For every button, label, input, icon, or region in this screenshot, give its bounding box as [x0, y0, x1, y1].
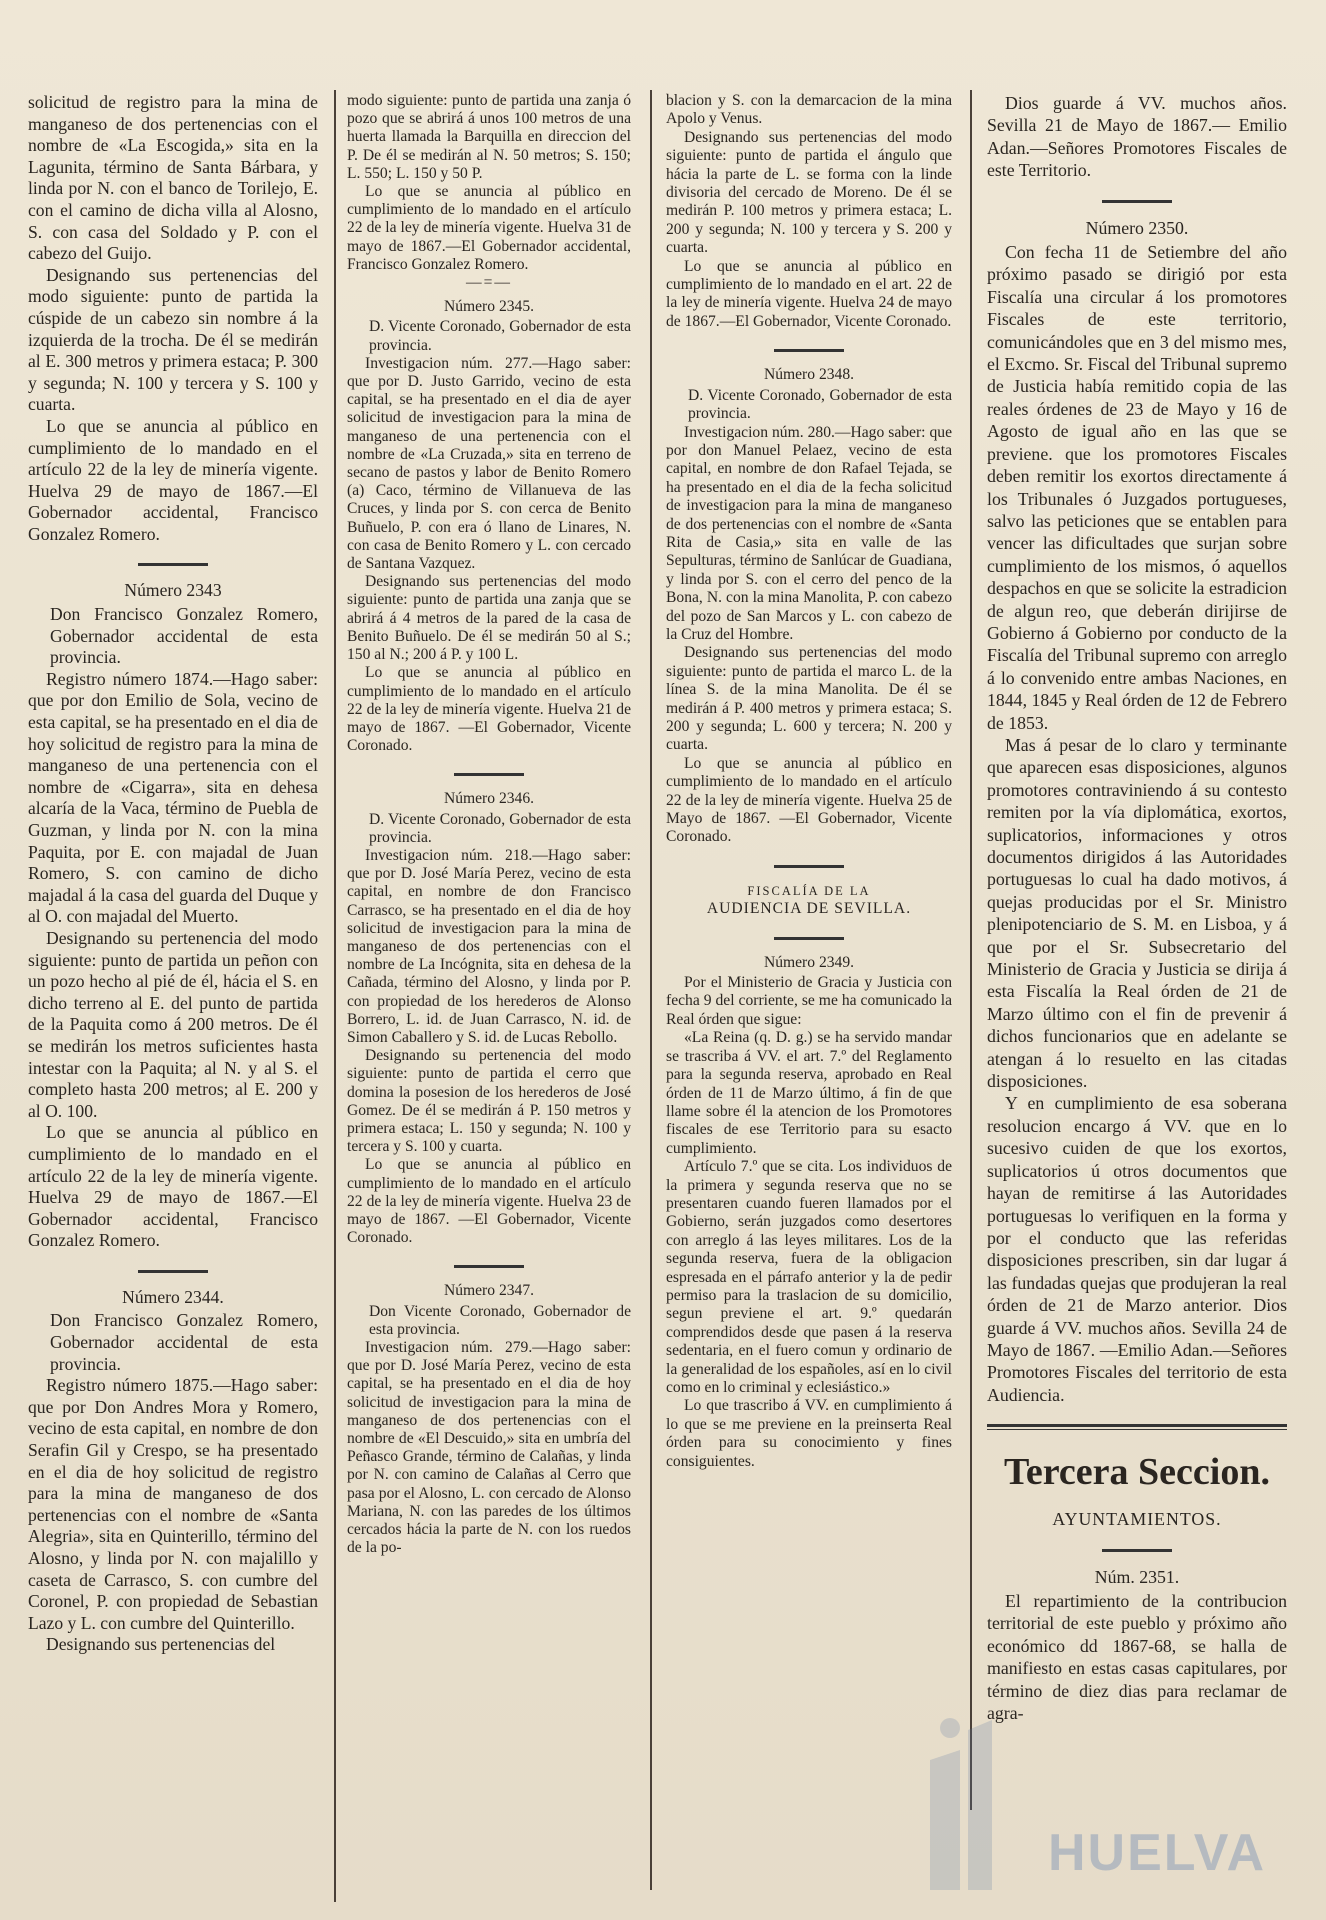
- column-4: [987, 92, 1287, 1892]
- notice-number: Número 2343: [124, 580, 222, 601]
- paragraph: modo siguiente: punto de partida una zanja ó pozo que se abrirá á unos 100 metros de una huerta llamada la Barquilla en direccion del P. De él se medirán al N. 50 metros; S. 150; L. 550; L. 150 y 50 P.: [347, 92, 631, 182]
- paragraph: Lo que se anuncia al público en cumplimiento de lo mandado en el artículo 22 de la ley de minería vigente. Huelva 23 de mayo de 1867. —El Gobernador, Vicente Coronado.: [347, 1156, 631, 1247]
- separator-rule: [138, 1270, 208, 1273]
- notice-number: Número 2346.: [443, 790, 535, 808]
- paragraph: Designando sus pertenencias del modo siguiente: punto de partida el marco L. de la línea S. de la mina Manolita. De él se medirán á P. 400 metros y primera estaca; S. 200 y segunda; L. 600 y tercera; N. 200 y cuarta.: [666, 644, 952, 754]
- section-title: Tercera Seccion.: [1004, 1451, 1270, 1494]
- paragraph: Designando sus pertenencias del: [46, 1634, 276, 1655]
- separator-rule: [454, 1265, 524, 1268]
- paragraph: Lo que se anuncia al público en cumplimiento de lo mandado en el art. 22 de la ley de minería vigente. Huelva 24 de mayo de 1867.—El Gobernador, Vicente Coronado.: [666, 257, 952, 330]
- paragraph: Lo que se anuncia al público en cumplimiento de lo mandado en el artículo 22 de la ley de minería vigente. Huelva 25 de Mayo de 1867. —El Gobernador, Vicente Coronado.: [666, 754, 952, 846]
- double-rule: [987, 1424, 1287, 1430]
- paragraph: Investigacion núm. 277.—Hago saber: que por D. Justo Garrido, vecino de esta capital, se ha presentado en el dia de ayer solicitud de investigacion para la mina de manganeso de una pertenencia con el nombre de «La Cruzada,» sita en terreno de secano de pastos y labor de Benito Romero (a) Caco, término de Villanueva de las Cruces, y linda por S. con cerca de Benito Buñuelo, P. con era ó llano de Linares, N. con casa de Benito Romero y L. con cercado de Santana Vazquez.: [347, 354, 631, 573]
- column-divider: [970, 90, 972, 1810]
- column-2: [347, 92, 631, 1892]
- separator-rule: [454, 773, 524, 776]
- watermark-text: HUELVA: [1048, 1824, 1267, 1882]
- official-heading: Don Vicente Coronado, Gobernador de esta provincia.: [369, 1302, 631, 1338]
- column-divider: [650, 90, 652, 1890]
- official-heading: D. Vicente Coronado, Gobernador de esta provincia.: [688, 386, 952, 423]
- paragraph: Dios guarde á VV. muchos años. Sevilla 21 de Mayo de 1867.— Emilio Adan.—Señores Promotores Fiscales de este Territorio.: [987, 93, 1287, 181]
- notice-number: Número 2348.: [763, 366, 855, 384]
- separator-dash: —=—: [466, 274, 512, 292]
- separator-rule: [1102, 1549, 1172, 1552]
- separator-rule: [774, 937, 844, 940]
- paragraph: Y en cumplimiento de esa soberana resolucion encargo á VV. que en lo sucesivo cuiden de que los exortos, suplicatorios ú otros documentos que hayan de remitirse á las Autoridades portuguesas lo verifiquen en la forma y por el conducto que las referidas disposiciones prescriben, sin dar lugar á las fundadas quejas que produjeran la real órden de 21 de Marzo anterior. Dios guarde á VV. muchos años. Sevilla 24 de Mayo de 1867. —Emilio Adan.—Señores Promotores Fiscales del territorio de esta Audiencia.: [987, 1093, 1287, 1405]
- separator-rule: [1102, 200, 1172, 203]
- notice-number: Número 2349.: [763, 953, 855, 971]
- paragraph: Designando sus pertenencias del modo siguiente: punto de partida una zanja que se abrirá á 4 metros de la pared de la casa de Benito Buñuelo. De él se medirán 50 al S.; 150 al N.; 200 á P. y 100 L.: [347, 573, 631, 664]
- separator-rule: [138, 563, 208, 566]
- notice-number: Núm. 2351.: [1094, 1566, 1180, 1587]
- paragraph: Lo que se anuncia al público en cumplimiento de lo mandado en el artículo 22 de la ley de minería vigente. Huelva 21 de mayo de 1867. —El Gobernador, Vicente Coronado.: [347, 664, 631, 755]
- column-3: [666, 92, 952, 1892]
- paragraph: solicitud de registro para la mina de manganeso de dos pertenencias con el nombre de «La Escogida,» sita en la Lagunita, término de Santa Bárbara, y linda por N. con el banco de Torilejo, E. con el camino de dicha villa al Alosno, S. con casa del Soldado y P. con el cabezo del Guijo.: [28, 92, 318, 264]
- paragraph: Lo que trascribo á VV. en cumplimiento á lo que se me previene en la preinserta Real órden para su conocimiento y fines consiguientes.: [666, 1397, 952, 1470]
- paragraph: Con fecha 11 de Setiembre del año próximo pasado se dirigió por esta Fiscalía una circular á los promotores Fiscales de este territorio, comunicándoles que en 3 del mismo mes, el Excmo. Sr. Fiscal del Tribunal supremo de Justicia había remitido copia de las reales órdenes de 23 de Mayo y 16 de Agosto de igual año en las que se previene. que los promotores Fiscales deben remitir los exortos directamente á los Tribunales ó Juzgados portugueses, salvo las peticiones que se entablen para vencer las dificultades que surjan sobre cumplimiento de los mismos, ó aquellos despachos en que se solicite la estradicion de algun reo, que deberán dirijirse de Gobierno á Gobierno por conducto de la Fiscalía del Tribunal supremo con arreglo á lo convenido entre ambas Naciones, en 1844, 1845 y Real órden de 12 de Febrero de 1853.: [987, 242, 1287, 733]
- paragraph: Artículo 7.º que se cita. Los individuos de la primera y segunda reserva que no se presentaren cuando fueren llamados por el Gobierno, serán juzgados como desertores con arreglo á las leyes militares. Los de la segunda reserva, fuera de la obligacion espresada en el párrafo anterior y la de pedir permiso para la traslacion de su domicilio, segun previene el art. 9.º quedarán comprendidos desde que pasen á la reserva sedentaria, en el fuero comun y ordinario de la generalidad de los españoles, así en lo civil como en lo criminal y eclesiástico.»: [666, 1158, 952, 1396]
- paragraph: Registro número 1875.—Hago saber: que por Don Andres Mora y Romero, vecino de esta capital, en nombre de don Serafin Gil y Crespo, se ha presentado en el dia de hoy solicitud de registro para la mina de manganeso de dos pertenencias con el nombre de «Santa Alegria», sita en Quinterillo, término del Alosno, y linda por N. con majalillo y caseta de Carrasco, S. con cumbre del Coronel, P. con propiedad de Sebastian Lazo y L. con cumbre del Quinterillo.: [28, 1375, 318, 1633]
- paragraph: Mas á pesar de lo claro y terminante que aparecen esas disposiciones, algunos promotores contraviniendo á su contesto remiten por la vía diplomática, exortos, suplicatorios, informaciones y otros documentos dirigidos á las Autoridades portuguesas lo cual ha dado motivos, á quejas producidas por el Sr. Ministro plenipotenciario de S. M. en Lisboa, y á que por el Sr. Subsecretario del Ministerio de Gracia y Justicia se dirija á esta Fiscalía la Real órden de 21 de Marzo último con el fin de prevenir á dichos funcionarios que en adelante se atengan á lo resuelto en las citadas disposiciones.: [987, 734, 1287, 1092]
- section-heading: AYUNTAMIENTOS.: [1052, 1509, 1222, 1530]
- separator-rule: [774, 349, 844, 352]
- paragraph: Por el Ministerio de Gracia y Justicia con fecha 9 del corriente, se me ha comunicado la Real órden que sigue:: [666, 974, 952, 1028]
- notice-number: Número 2345.: [443, 298, 535, 316]
- paragraph: Investigacion núm. 218.—Hago saber: que por D. José María Perez, vecino de esta capital, en nombre de don Francisco Carrasco, se ha presentado en el dia de hoy solicitud de investigacion para la mina de manganeso de dos pertenencias con el nombre de La Incógnita, sita en dehesa de la Cañada, término del Alosno, y linda por P. con propiedad de los herederos de Alonso Borrero, L. id. de Juan Carrasco, N. id. de Simon Caballero y S. id. de Lucas Rebollo.: [347, 846, 631, 1046]
- paragraph: blacion y S. con la demarcacion de la mina Apolo y Venus.: [666, 92, 952, 128]
- column-divider: [334, 90, 336, 1902]
- paragraph: Investigacion núm. 279.—Hago saber: que por D. José María Perez, vecino de esta capital, se ha presentado en el dia de hoy solicitud de investigacion para la mina de manganeso de dos pertenencias con el nombre de «El Descuido,» sita en umbría del Peñasco Grande, término de Calañas, y linda por N. con camino de Calañas al Cerro que pasa por el Alosno, L. con cercado de Alonso Mariana, N. con las paredes de los últimos cercados hácia la parte de N. con los ruedos de la po-: [347, 1339, 631, 1557]
- official-heading: Don Francisco Gonzalez Romero, Gobernador accidental de esta provincia.: [50, 1310, 318, 1374]
- paragraph: Lo que se anuncia al público en cumplimiento de lo mandado en el artículo 22 de la ley de minería vigente. Huelva 29 de mayo de 1867.—El Gobernador accidental, Francisco Gonzalez Romero.: [28, 1122, 318, 1251]
- separator-rule: [774, 865, 844, 868]
- paragraph: Registro número 1874.—Hago saber: que por don Emilio de Sola, vecino de esta capital, se ha presentado en el dia de hoy solicitud de registro para la mina de manganeso de una pertenencia con el nombre de «Cigarra», sita en dehesa alcaría de la Vaca, término de Puebla de Guzman, y linda por N. con la mina Paquita, por E. con majadal de Juan Romero, S. con camino de dicho majadal á la casa del guarda del Duque y al O. con majadal del Muerto.: [28, 668, 318, 927]
- section-kicker: FISCALÍA DE LA: [747, 883, 871, 898]
- paragraph: Designando su pertenencia del modo siguiente: punto de partida el cerro que domina la posesion de los herederos de José Gomez. De él se medirán á P. 150 metros y primera estaca; L. 150 y segunda; N. 100 y tercera y S. 100 y cuarta.: [347, 1047, 631, 1156]
- notice-number: Número 2347.: [443, 1282, 535, 1300]
- paragraph: Designando sus pertenencias del modo siguiente: punto de partida el ángulo que hácia la parte de L. se forma con la linde divisoria del cercado de Moreno. De él se medirán P. 100 metros y primera estaca; L. 200 y segunda; N. 100 y tercera y S. 200 y cuarta.: [666, 128, 952, 257]
- official-heading: D. Vicente Coronado, Gobernador de esta provincia.: [369, 810, 631, 846]
- paragraph: Designando su pertenencia del modo siguiente: punto de partida un peñon con un pozo hecho al pié de él, hácia el S. en dicho terreno al E. del punto de partida de la Paquita como á 200 metros. De él se medirán los metros suficientes hasta intestar con la Paquita; al N. y al S. el completo hasta 200 metros; al E. 200 y al O. 100.: [28, 927, 318, 1121]
- notice-number: Número 2344.: [122, 1286, 224, 1307]
- notice-number: Número 2350.: [1085, 217, 1189, 238]
- official-heading: Don Francisco Gonzalez Romero, Gobernador accidental de esta provincia.: [50, 604, 318, 668]
- paragraph: El repartimiento de la contribucion territorial de este pueblo y próximo año económico dd 1867-68, se halla de manifiesto en estas casas capitulares, por término de diez dias para reclamar de agra-: [987, 1590, 1287, 1723]
- paragraph: Investigacion núm. 280.—Hago saber: que por don Manuel Pelaez, vecino de esta capital, en nombre de don Rafael Tejada, se ha presentado en el dia de la fecha solicitud de investigacion para la mina de manganeso de dos pertenencias con el nombre de «Santa Rita de Casia,» sita en valle de las Sepulturas, término de Sanlúcar de Guadiana, y linda por S. con el cerro del penco de la Bona, N. con la mina Manolita, P. con cabezo del pozo de San Marcos y L. con cabezo de la Cruz del Hombre.: [666, 423, 952, 643]
- paragraph: Lo que se anuncia al público en cumplimiento de lo mandado en el artículo 22 de la ley de minería vigente. Huelva 29 de mayo de 1867.—El Gobernador accidental, Francisco Gonzalez Romero.: [28, 415, 318, 544]
- paragraph: Lo que se anuncia al público en cumplimiento de lo mandado en el artículo 22 de la ley de minería vigente. Huelva 31 de mayo de 1867.—El Gobernador accidental, Francisco Gonzalez Romero.: [347, 183, 631, 273]
- section-heading: AUDIENCIA DE SEVILLA.: [706, 900, 912, 918]
- paragraph: Designando sus pertenencias del modo siguiente: punto de partida la cúspide de un cabezo sin nombre á la izquierda de la trocha. De él se medirán al E. 300 metros y primera estaca; P. 300 y segunda; N. 100 y tercera y S. 100 y cuarta.: [28, 264, 318, 415]
- paragraph: «La Reina (q. D. g.) se ha servido mandar se trascriba á VV. el art. 7.º del Reglamento para la segunda reserva, aprobado en Real órden de 11 de Marzo último, á fin de que llame sobre él la atencion de los Promotores fiscales de ese Territorio para su esacto cumplimiento.: [666, 1029, 952, 1157]
- official-heading: D. Vicente Coronado, Gobernador de esta provincia.: [369, 318, 631, 354]
- column-1: [28, 92, 318, 1902]
